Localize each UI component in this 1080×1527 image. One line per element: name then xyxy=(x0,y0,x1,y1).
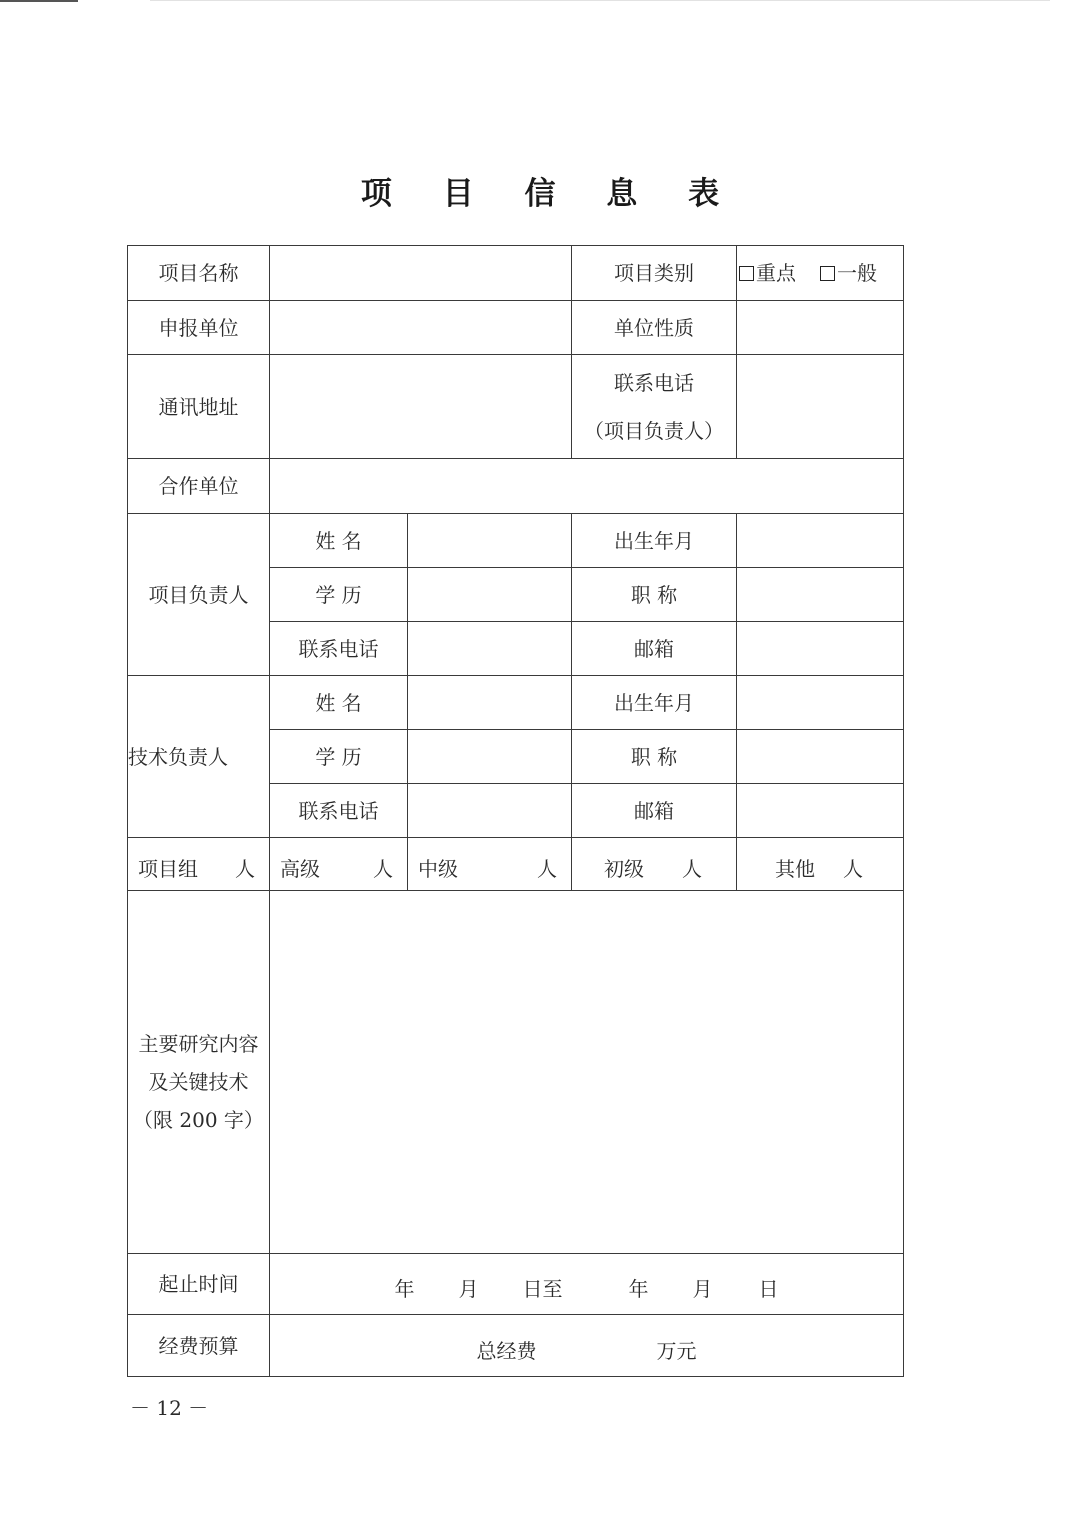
label-pl-education: 学 历 xyxy=(270,568,408,622)
unit-team-other: 人 xyxy=(843,857,863,881)
team-middle-cell[interactable] xyxy=(408,838,572,891)
label-budget-total: 总经费 xyxy=(476,1338,537,1363)
unit-team-middle: 人 xyxy=(537,857,557,881)
label-budget-unit: 万元 xyxy=(656,1338,697,1363)
team-other-cell[interactable] xyxy=(737,838,904,891)
label-research-line2: 及关键技术 xyxy=(148,1070,249,1094)
label-contact-phone: 联系电话 xyxy=(614,370,694,395)
label-partner-unit: 合作单位 xyxy=(128,459,270,514)
field-partner-unit[interactable] xyxy=(270,459,904,514)
field-unit-nature[interactable] xyxy=(737,301,904,355)
field-tl-phone[interactable] xyxy=(408,784,572,838)
label-team-middle: 中级 xyxy=(418,857,458,881)
label-pl-email: 邮箱 xyxy=(572,622,737,676)
field-pl-birth[interactable] xyxy=(737,514,904,568)
label-tl-education: 学 历 xyxy=(270,730,408,784)
field-tl-education[interactable] xyxy=(408,730,572,784)
label-applicant-unit: 申报单位 xyxy=(128,301,270,355)
label-unit-nature: 单位性质 xyxy=(572,301,737,355)
field-budget[interactable] xyxy=(270,1315,904,1377)
label-pl-birth: 出生年月 xyxy=(572,514,737,568)
period-start-month: 月 xyxy=(458,1277,479,1301)
label-tl-phone: 联系电话 xyxy=(270,784,408,838)
page-number: － 12 － xyxy=(130,1396,209,1420)
field-research-content[interactable] xyxy=(270,891,904,1254)
field-contact-phone[interactable] xyxy=(737,355,904,459)
field-applicant-unit[interactable] xyxy=(270,301,572,355)
team-junior-cell[interactable] xyxy=(572,838,737,891)
checkbox-key[interactable] xyxy=(739,261,796,285)
period-end-year: 年 xyxy=(628,1277,649,1301)
unit-team-group: 人 xyxy=(235,857,255,881)
label-contact-phone-cell xyxy=(572,355,737,459)
period-start-day-to: 日至 xyxy=(522,1277,563,1301)
label-research-line3: （限 200 字） xyxy=(133,1108,264,1132)
label-team-senior: 高级 xyxy=(280,857,320,881)
label-project-name: 项目名称 xyxy=(128,246,270,301)
label-team-junior: 初级 xyxy=(604,857,644,881)
label-research-cell xyxy=(128,891,270,1254)
label-pl-title: 职 称 xyxy=(572,568,737,622)
field-project-name[interactable] xyxy=(270,246,572,301)
team-group-cell[interactable] xyxy=(128,838,270,891)
label-pl-name: 姓 名 xyxy=(270,514,408,568)
field-pl-phone[interactable] xyxy=(408,622,572,676)
checkbox-icon[interactable] xyxy=(820,266,835,281)
period-end-month: 月 xyxy=(692,1277,713,1301)
label-tl-title: 职 称 xyxy=(572,730,737,784)
page-title: 项 目 信 息 表 xyxy=(360,176,740,212)
scan-edge-mark xyxy=(0,0,78,2)
field-period[interactable] xyxy=(270,1254,904,1315)
label-tl-name: 姓 名 xyxy=(270,676,408,730)
field-tl-email[interactable] xyxy=(737,784,904,838)
project-info-form xyxy=(127,245,904,1377)
label-tl-birth: 出生年月 xyxy=(572,676,737,730)
label-team-group: 项目组 xyxy=(138,857,198,881)
label-team-other: 其他 xyxy=(775,857,815,881)
field-pl-email[interactable] xyxy=(737,622,904,676)
field-pl-education[interactable] xyxy=(408,568,572,622)
checkbox-general[interactable] xyxy=(820,261,877,285)
field-address[interactable] xyxy=(270,355,572,459)
field-tl-name[interactable] xyxy=(408,676,572,730)
label-address: 通讯地址 xyxy=(128,355,270,459)
unit-team-junior: 人 xyxy=(682,857,702,881)
field-pl-title[interactable] xyxy=(737,568,904,622)
label-contact-phone-note: （项目负责人） xyxy=(584,418,724,443)
label-tech-leader: 技术负责人 xyxy=(128,676,270,838)
field-tl-title[interactable] xyxy=(737,730,904,784)
label-project-category: 项目类别 xyxy=(572,246,737,301)
field-pl-name[interactable] xyxy=(408,514,572,568)
field-tl-birth[interactable] xyxy=(737,676,904,730)
label-pl-phone: 联系电话 xyxy=(270,622,408,676)
label-period: 起止时间 xyxy=(128,1254,270,1315)
unit-team-senior: 人 xyxy=(373,857,393,881)
checkbox-icon[interactable] xyxy=(739,266,754,281)
field-project-category xyxy=(737,246,904,301)
period-start-year: 年 xyxy=(394,1277,415,1301)
team-senior-cell[interactable] xyxy=(270,838,408,891)
label-tl-email: 邮箱 xyxy=(572,784,737,838)
option-general-label: 一般 xyxy=(837,261,877,285)
label-project-leader: 项目负责人 xyxy=(128,514,270,676)
option-key-label: 重点 xyxy=(756,261,796,285)
scan-edge-line xyxy=(150,0,1050,1)
label-research-line1: 主要研究内容 xyxy=(138,1032,259,1056)
period-end-day: 日 xyxy=(758,1277,779,1301)
label-budget: 经费预算 xyxy=(128,1315,270,1377)
